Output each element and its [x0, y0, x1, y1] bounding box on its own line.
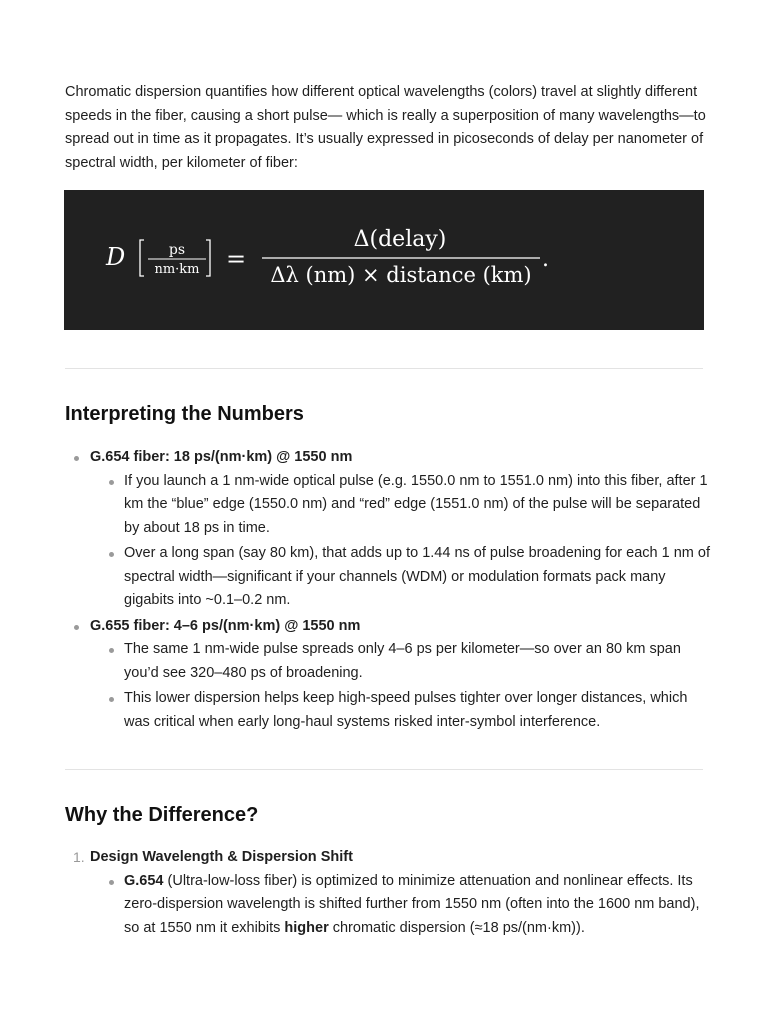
list-item-g654 [65, 446, 715, 613]
sub-list-item [90, 638, 715, 685]
list-item-design-wavelength [65, 846, 715, 940]
bullet-icon [109, 480, 114, 485]
sub-list-item [90, 470, 715, 541]
bullet-icon [109, 648, 114, 653]
list-item-heading: G.654 fiber: 18 ps/(nm·km) @ 1550 nm [90, 449, 353, 465]
bullet-icon [109, 552, 114, 557]
formula-unit-denominator: nm·km [154, 262, 200, 277]
bold-term-higher: higher [284, 919, 329, 936]
sub-item-text: This lower dispersion helps keep high-speed pulses tighter over longer distances, which was critical when early long-haul systems risked inter-symbol interference. [124, 690, 688, 730]
bullet-icon [109, 880, 114, 885]
sub-item-text-part: chromatic dispersion (≈18 ps/(nm·km)). [328, 919, 585, 936]
sub-list [90, 870, 715, 941]
sub-list-item [90, 870, 715, 941]
section-heading-interpreting: Interpreting the Numbers [65, 403, 304, 425]
sub-item-text: Over a long span (say 80 km), that adds up to 1.44 ns of pulse broadening for each 1 nm of spectral width—significant if your channels (WDM) or modulation formats pack many gigabits into ~0.1–0.2 nm. [124, 545, 710, 608]
list-item-number: 1. [73, 849, 85, 865]
list-item-g655 [65, 615, 715, 735]
divider-1 [65, 368, 703, 369]
formula-equals: = [225, 245, 247, 273]
sub-item-text-part: (Ultra-low-loss fiber) is optimized to minimize attenuation and nonlinear effects. Its zero-dispersion wavelength is shifted further from 1550 nm (often into the 1600 nm band), so at 1550 nm it exhibits [124, 872, 700, 936]
sub-item-text [124, 873, 699, 936]
sub-list-item [90, 687, 715, 734]
bullet-icon [109, 697, 114, 702]
formula-period: . [542, 247, 549, 272]
reasons-list [65, 846, 715, 940]
dispersion-formula [64, 190, 704, 330]
sub-item-text: If you launch a 1 nm-wide optical pulse (e.g. 1550.0 nm to 1551.0 nm) into this fiber, after 1 km the “blue” edge (1550.0 nm) and “red” edge (1551.0 nm) of the pulse will be separated by about 18 ps in time. [124, 472, 708, 536]
formula-lhs-symbol: D [106, 243, 126, 271]
fiber-list [65, 446, 715, 734]
left-bracket [140, 240, 144, 276]
section-heading-why: Why the Difference? [65, 804, 259, 826]
formula-block [64, 190, 704, 330]
formula-numerator: Δ(delay) [353, 227, 447, 252]
list-item-heading: Design Wavelength & Dispersion Shift [90, 849, 353, 865]
sub-list [90, 638, 715, 734]
sub-item-text: The same 1 nm-wide pulse spreads only 4–6 ps per kilometer—so over an 80 km span you’d see 320–480 ps of broadening. [124, 641, 681, 681]
sub-list-item [90, 542, 715, 613]
bold-term-g654: G.654 [124, 872, 164, 889]
formula-unit-numerator: ps [168, 242, 186, 258]
intro-paragraph: Chromatic dispersion quantifies how different optical wavelengths (colors) travel at slightly different speeds in the fiber, causing a short pulse— which is really a superposition of many wavelengths—to spread out in time as it propagates. It’s usually expressed in picoseconds of delay per nanometer of spectral width, per kilometer of fiber: [65, 84, 706, 171]
list-item-heading: G.655 fiber: 4–6 ps/(nm·km) @ 1550 nm [90, 617, 361, 634]
bullet-icon [74, 456, 79, 461]
divider-2 [65, 769, 703, 770]
sub-list [90, 470, 715, 613]
right-bracket [206, 240, 210, 276]
formula-denominator: Δλ (nm) × distance (km) [270, 263, 532, 287]
bullet-icon [74, 625, 79, 630]
